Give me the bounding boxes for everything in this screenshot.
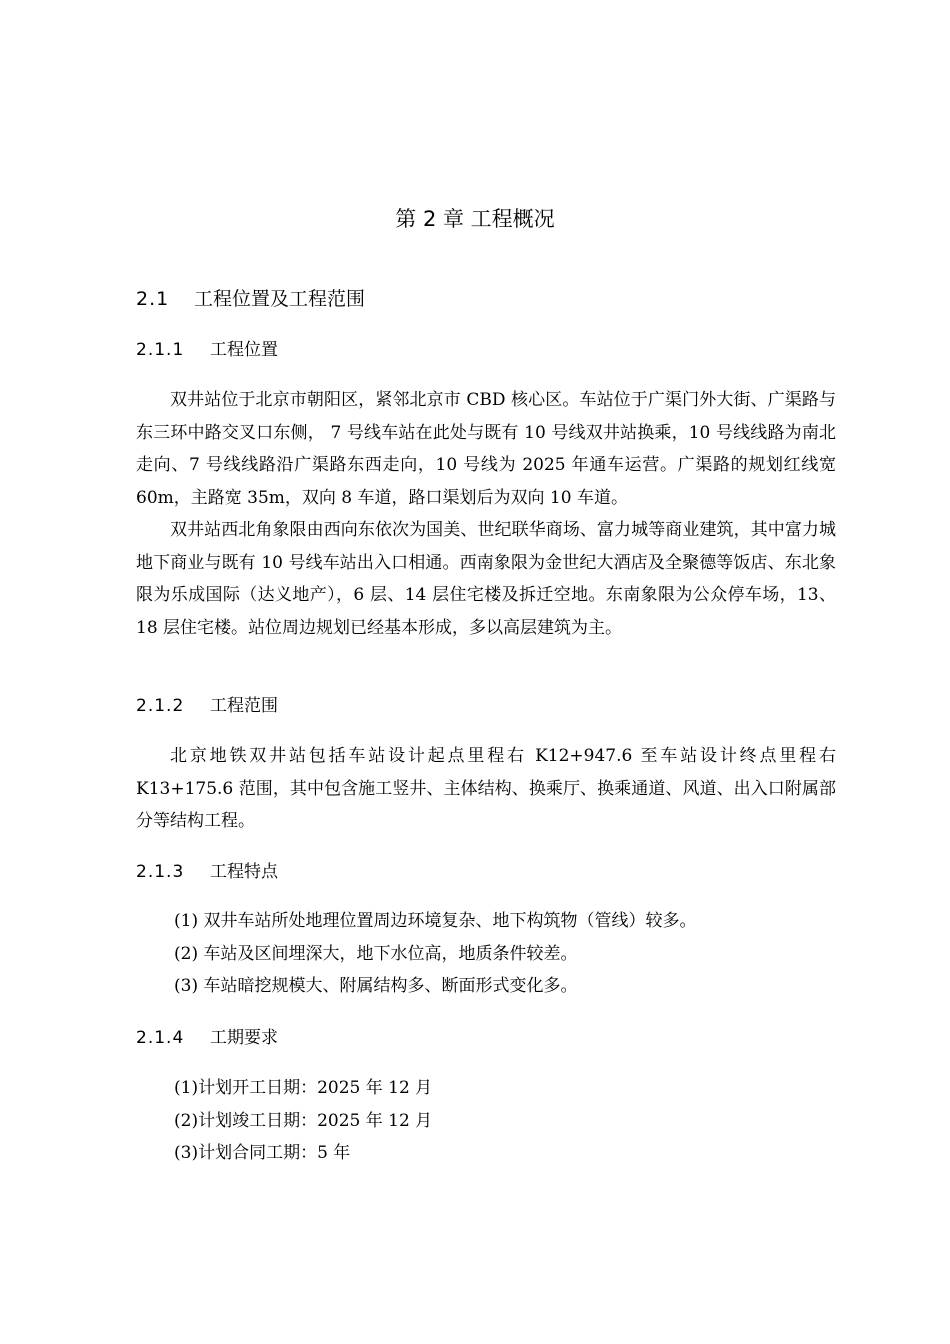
section-title: 工程位置及工程范围 [194,288,366,310]
section-title: 工期要求 [210,1028,278,1048]
section-heading-2-1-4 [136,1025,278,1051]
section-title: 工程位置 [210,340,278,360]
list-item: (3)计划合同工期：5 年 [174,1143,351,1163]
section-heading-2-1 [136,284,365,314]
section-number: 2.1.4 [136,1028,185,1048]
list-item: (2) 车站及区间埋深大，地下水位高，地质条件较差。 [174,943,578,964]
paragraph-location-1: 双井站位于北京市朝阳区，紧邻北京市 CBD 核心区。车站位于广渠门外大街、广渠路与东三环中路交叉口东侧， 7 号线车站在此处与既有 10 号线双井站换乘，10 号线线路为南北走向、7 号线线路沿广渠路东西走向，10 号线为 2025 年通车运营。广渠路的规划红线宽 60m，主路宽 35m，双向 8 车道，路口渠划后为双向 10 车道。 [136,390,836,508]
section-heading-2-1-1 [136,337,278,363]
list-item: (1) 双井车站所处地理位置周边环境复杂、地下构筑物（管线）较多。 [174,911,697,931]
list-item: (1)计划开工日期：2025 年 12 月 [174,1078,433,1098]
section-title: 工程范围 [210,696,278,716]
list-item: (3) 车站暗挖规模大、附属结构多、断面形式变化多。 [174,976,578,996]
section-number: 2.1 [136,288,170,310]
section-number: 2.1.1 [136,340,185,360]
section-title: 工程特点 [210,862,278,882]
section-number: 2.1.3 [136,862,185,882]
list-item: (2)计划竣工日期：2025 年 12 月 [174,1110,433,1131]
section-number: 2.1.2 [136,696,185,716]
features-list [174,905,834,1003]
chapter-title: 第 2 章 工程概况 [395,207,555,231]
section-heading-2-1-3 [136,859,278,885]
paragraph-location-2: 双井站西北角象限由西向东依次为国美、世纪联华商场、富力城等商业建筑，其中富力城地下商业与既有 10 号线车站出入口相通。西南象限为金世纪大酒店及全聚德等饭店、东北象限为乐成国际（达义地产），6 层、14 层住宅楼及拆迁空地。东南象限为公众停车场，13、18 层住宅楼。站位周边规划已经基本形成，多以高层建筑为主。 [136,520,836,638]
paragraph-scope: 北京地铁双井站包括车站设计起点里程右 K12+947.6 至车站设计终点里程右 K13+175.6 范围，其中包含施工竖井、主体结构、换乘厅、换乘通道、风道、出入口附属部分等结构工程。 [136,746,836,831]
section-heading-2-1-2 [136,693,278,719]
schedule-list [174,1072,834,1170]
